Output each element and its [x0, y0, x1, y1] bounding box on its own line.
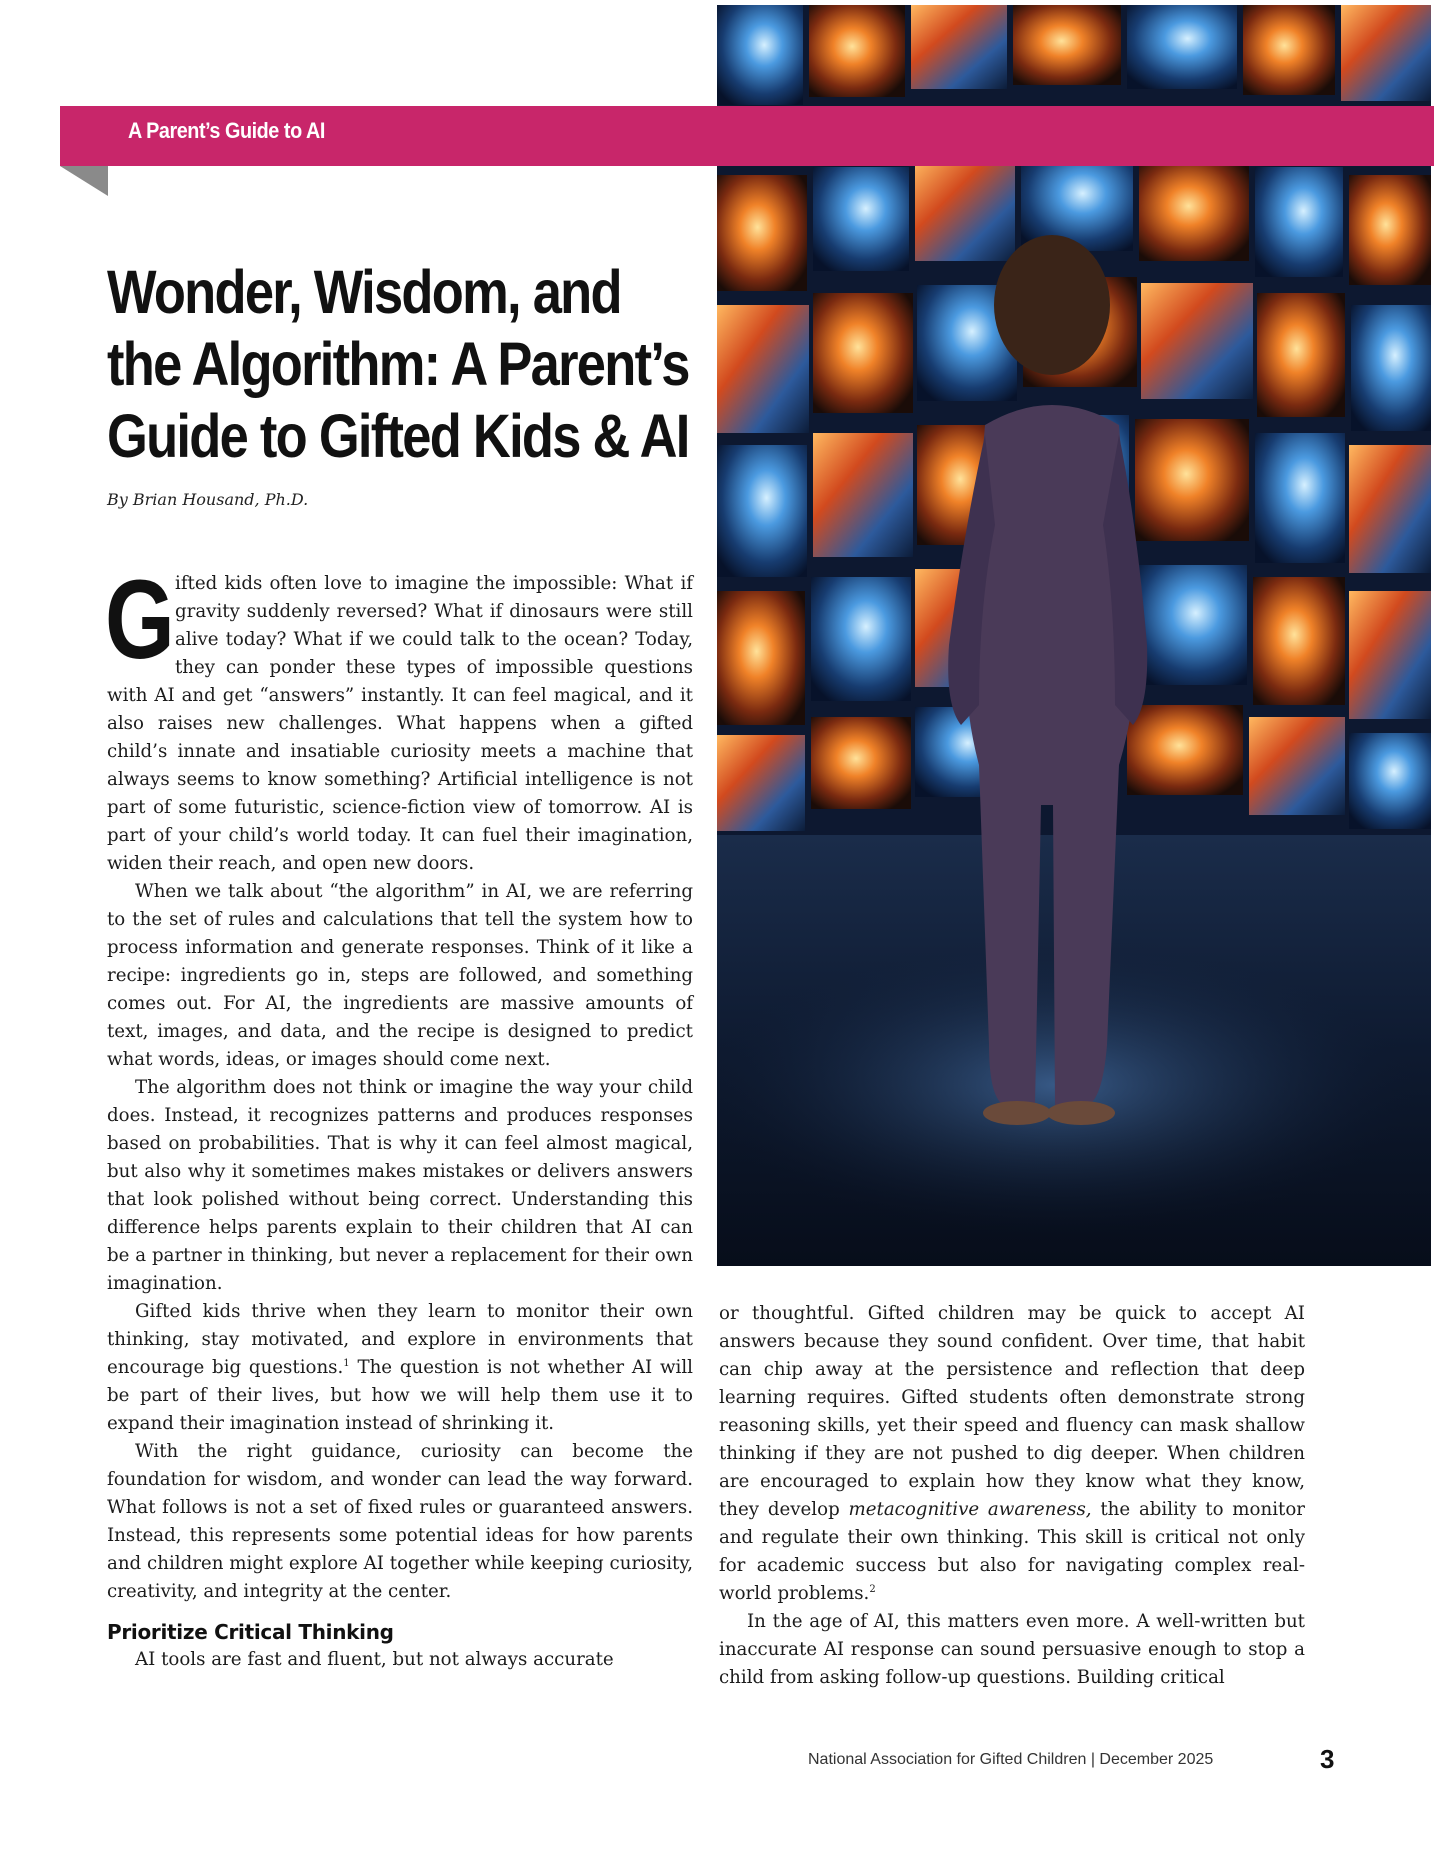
title-line-1: Wonder, Wisdom, and — [107, 258, 621, 326]
paragraph-1-text: ifted kids often love to imagine the impossible: What if gravity suddenly reversed? What if dinosaurs were still alive today? What if we could talk to the ocean? Today, they can ponder these types of impossible questions with AI and get “answers” instantly. It can feel magical, and it also raises new challenges. What happens when a gifted child’s innate and insatiable curiosity meets a machine that always seems to know something? Artificial intelligence is not part of some futuristic, science-fiction view of tomorrow. AI is part of your child’s world today. It can fuel their imagination, widen their reach, and open new doors. — [107, 573, 693, 874]
title-line-2: the Algorithm: A Parent’s — [107, 330, 689, 398]
article-title — [107, 256, 783, 472]
paragraph-4-text-b: The question is not whether AI will be part of their lives, but how we will help them use it to expand their imagination instead of shrinking it. — [107, 1357, 693, 1434]
paragraph-4-text-a: Gifted kids thrive when they learn to monitor their own thinking, stay motivated, and explore in environments that encourage big questions. — [107, 1301, 693, 1378]
paragraph-7-text-a: or thoughtful. Gifted children may be quick to accept AI answers because they sound confident. Over time, that habit can chip away at the persistence and reflection that deep learning requires. Gifted students often demonstrate strong reasoning skills, yet their speed and fluency can mask shallow thinking if they are not pushed to dig deeper. When children are encouraged to explain how they know what they know, they develop — [719, 1303, 1305, 1520]
body-column-left — [105, 557, 693, 1674]
footnote-ref-2: 2 — [869, 1583, 876, 1595]
section-heading: Prioritize Critical Thinking — [107, 1620, 394, 1644]
title-line-3: Guide to Gifted Kids & AI — [107, 402, 689, 470]
paragraph-3: The algorithm does not think or imagine the way your child does. Instead, it recognizes patterns and produces responses based on probabilities. That is why it can feel almost magical, but also why it sometimes makes mistakes or delivers answers that look polished without being correct. Understanding this difference helps parents explain to their children that AI can be a partner in thinking, but never a replacement for their own imagination. — [107, 1077, 693, 1294]
footnote-ref-1: 1 — [343, 1357, 350, 1369]
footer-publication: National Association for Gifted Children | December 2025 — [808, 1751, 1214, 1768]
banner-fold — [60, 166, 108, 196]
metacognitive-term: metacognitive awareness, — [848, 1499, 1092, 1520]
hero-photo — [717, 5, 1431, 1266]
dropcap: G — [105, 557, 175, 682]
paragraph-2: When we talk about “the algorithm” in AI, we are referring to the set of rules and calculations that tell the system how to process information and generate responses. Think of it like a recipe: ingredients go in, steps are followed, and something comes out. For AI, the ingredients are massive amounts of text, images, and data, and the recipe is designed to predict what words, ideas, or images should come next. — [107, 881, 693, 1070]
byline: By Brian Housand, Ph.D. — [107, 490, 309, 509]
paragraph-7 — [719, 1300, 1305, 1608]
paragraph-4 — [107, 1298, 693, 1438]
paragraph-6: AI tools are fast and fluent, but not always accurate — [135, 1649, 614, 1670]
section-label: A Parent’s Guide to AI — [128, 118, 325, 143]
paragraph-7-text-b: the ability to monitor and regulate their own thinking. This skill is critical not only for academic success but also for navigating complex real-world problems. — [719, 1499, 1305, 1604]
paragraph-1 — [105, 557, 693, 878]
paragraph-8: In the age of AI, this matters even more. A well-written but inaccurate AI response can sound persuasive enough to stop a child from asking follow-up questions. Building critical — [719, 1611, 1305, 1688]
screen-wall-illustration — [717, 5, 1431, 1266]
page-number: 3 — [1320, 1744, 1335, 1774]
paragraph-5: With the right guidance, curiosity can become the foundation for wisdom, and wonder can lead the way forward. What follows is not a set of fixed rules or guaranteed answers. Instead, this represents some potential ideas for how parents and children might explore AI together while keeping curiosity, creativity, and integrity at the center. — [107, 1441, 693, 1602]
body-column-right — [719, 1300, 1305, 1692]
